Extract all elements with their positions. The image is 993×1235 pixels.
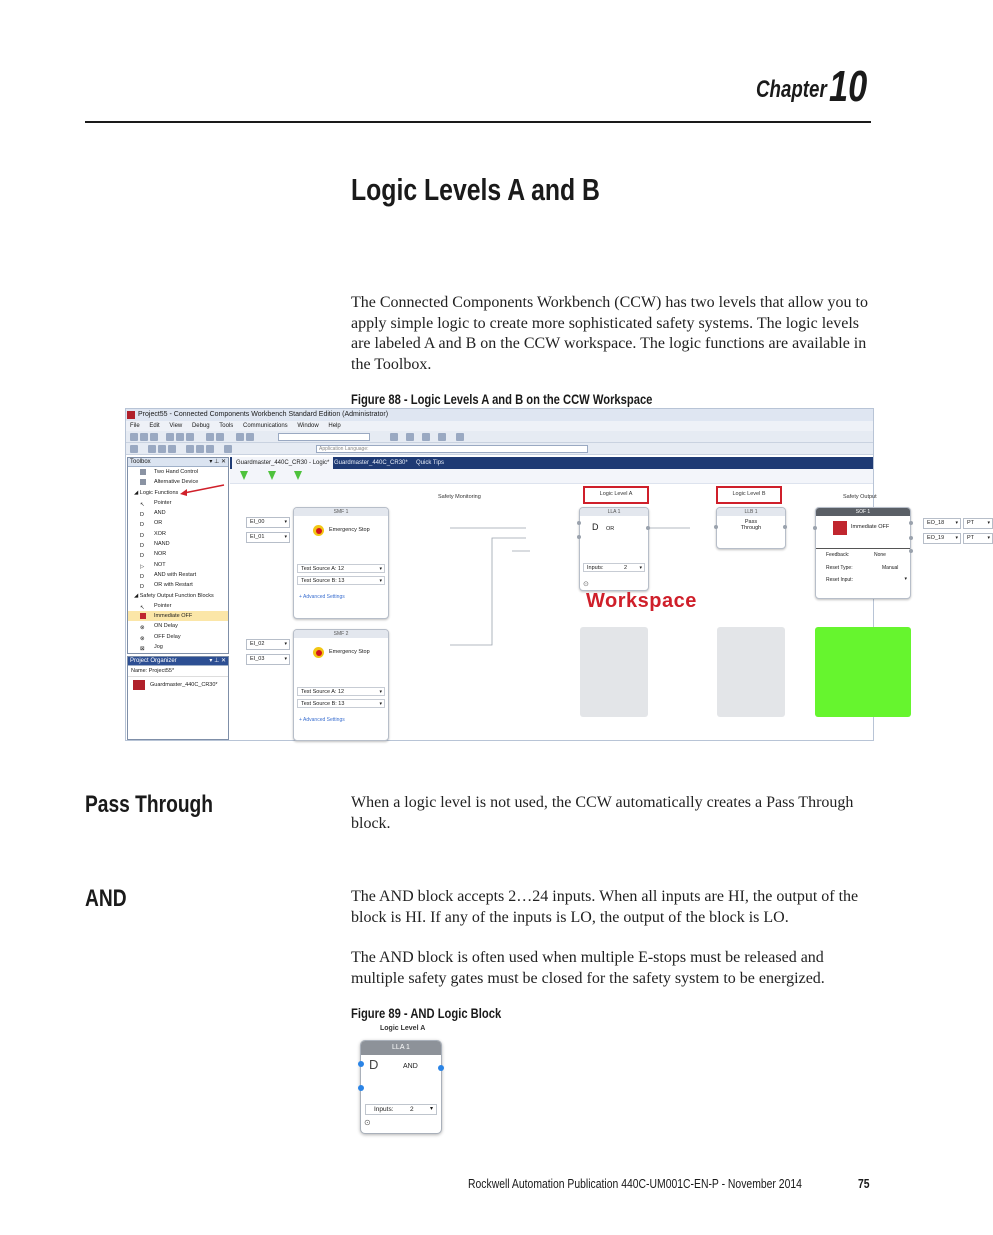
paste-icon[interactable] (186, 433, 194, 441)
dropdown-arrow-icon: ▾ (379, 701, 382, 707)
menu-edit[interactable]: Edit (149, 423, 160, 429)
device-icon (133, 680, 145, 690)
advanced-settings-link[interactable]: + Advanced Settings (299, 594, 345, 600)
test-source-b-field[interactable]: Test Source B: 13 ▾ (297, 699, 385, 708)
menu-tools[interactable]: Tools (219, 423, 234, 429)
pane-controls-icon[interactable]: ▾ ⊥ ✕ (209, 459, 226, 465)
column-safety-output: Safety Output (843, 494, 877, 500)
red-arrow-annotation (178, 483, 228, 497)
open-icon[interactable] (140, 433, 148, 441)
chapter-number: 10 (829, 62, 868, 111)
smf1-device: Emergency Stop (329, 527, 370, 533)
emergency-stop-icon (313, 647, 324, 658)
lla1-function: OR (606, 526, 615, 532)
application-language-select[interactable]: Application Language: (316, 445, 588, 453)
and-paragraph-2: The AND block is often used when multiple E-stops must be released and multiple safety gates must be closed for the safety system to be energized. (351, 949, 825, 987)
dropdown-arrow-icon: ▾ (429, 1106, 433, 1112)
output-connector (438, 1065, 444, 1071)
input-tag[interactable]: EI_01 ▾ (246, 532, 290, 543)
test-source-b-field[interactable]: Test Source B: 13 ▾ (297, 576, 385, 585)
toolbar-main (126, 431, 873, 443)
connection-point[interactable] (783, 525, 787, 529)
figure89-level-label: Logic Level A (380, 1025, 426, 1032)
toolbox-item[interactable]: ↖ Pointer (140, 602, 172, 611)
toolbox-item[interactable]: Alternative Device (128, 477, 228, 487)
save-icon[interactable] (150, 433, 158, 441)
workspace-canvas[interactable] (230, 485, 990, 740)
organizer-device[interactable]: Guardmaster_440C_CR30* (128, 677, 228, 693)
alt-device-icon (140, 479, 146, 485)
menu-debug[interactable]: Debug (191, 423, 210, 429)
immediate-off-icon (140, 613, 146, 619)
and-restart-icon: D (140, 573, 144, 580)
llb1-header: LLB 1 (717, 508, 785, 516)
down-arrow-icon (240, 471, 248, 480)
input-tag[interactable]: EI_02 ▾ (246, 639, 290, 650)
pt-select[interactable]: PT ▾ (963, 533, 993, 544)
figure88-caption: Figure 88 - Logic Levels A and B on the CCW Workspace (351, 391, 653, 407)
down-arrow-icon (294, 471, 302, 480)
advanced-settings-link[interactable]: + Advanced Settings (299, 717, 345, 723)
immediate-off-icon (833, 521, 847, 535)
tab-logic[interactable]: Guardmaster_440C_CR30 - Logic* (232, 457, 333, 469)
dropdown-arrow-icon[interactable]: ▾ (904, 576, 907, 582)
reset-type-value[interactable]: Manual (882, 565, 899, 571)
footer-publication: Rockwell Automation Publication 440C-UM001C-EN-P - November 2014 (468, 1176, 802, 1191)
organizer-header (128, 657, 228, 666)
and-gate-icon: D (369, 1057, 379, 1072)
connection-point[interactable] (813, 526, 817, 530)
dropdown-arrow-icon: ▾ (955, 535, 958, 541)
dropdown-arrow-icon: ▾ (987, 520, 990, 526)
page-number: 75 (858, 1176, 870, 1191)
connection-point[interactable] (909, 521, 913, 525)
tab-quick-tips[interactable]: Quick Tips (416, 460, 445, 466)
dropdown-arrow-icon: ▾ (284, 641, 287, 647)
reset-input-label: Reset Input: (826, 577, 853, 583)
and-gate-icon: D (140, 512, 144, 519)
toolbox-item[interactable]: ⊠ Jog (140, 644, 163, 653)
intro-paragraph: The Connected Components Workbench (CCW) has two levels that allow you to apply simple logic to create more sophisticated safety systems. The logic levels are labeled A and B on the CCW workspace. The logic functions are available in the Toolbox. (351, 294, 868, 373)
dropdown-arrow-icon: ▾ (639, 565, 642, 571)
dropdown-arrow-icon: ▾ (379, 566, 382, 572)
toolbox-item[interactable]: Two Hand Control (128, 467, 228, 477)
reset-type-label: Reset Type: (826, 565, 853, 571)
off-delay-icon: ⊗ (140, 635, 145, 642)
tab-device[interactable]: Guardmaster_440C_CR30* (334, 460, 408, 466)
toolbox-header (128, 458, 228, 467)
copy-icon[interactable] (176, 433, 184, 441)
workspace-label: Workspace (586, 590, 697, 612)
organizer-name: Name: Project55* (128, 666, 228, 677)
sof1-block[interactable] (815, 507, 911, 599)
smf2-device: Emergency Stop (329, 649, 370, 655)
output-tag[interactable]: EO_18 ▾ (923, 518, 961, 529)
connection-point[interactable] (577, 521, 581, 525)
empty-slot-logic-a[interactable] (580, 627, 648, 717)
test-source-a-field[interactable]: Test Source A: 12 ▾ (297, 564, 385, 573)
two-hand-icon (140, 469, 146, 475)
input-tag[interactable]: EI_00 ▾ (246, 517, 290, 528)
toolbox-item[interactable]: D NOR (140, 551, 167, 560)
redo-icon[interactable] (216, 433, 224, 441)
cut-icon[interactable] (166, 433, 174, 441)
smf1-block[interactable] (293, 507, 389, 619)
toolbar-secondary (126, 443, 873, 455)
toolbox-item[interactable]: D OR (140, 520, 163, 529)
grid-icon[interactable] (130, 445, 138, 453)
sof1-divider (816, 548, 910, 549)
connection-point[interactable] (577, 535, 581, 539)
toolbox-item[interactable]: D NAND (140, 541, 170, 550)
toolbox-title: Toolbox (130, 459, 151, 465)
collapse-icon[interactable]: ⊙ (583, 581, 589, 588)
llb1-block[interactable] (716, 507, 786, 549)
input-tag[interactable]: EI_03 ▾ (246, 654, 290, 665)
pointer-icon: ↖ (140, 604, 145, 611)
toolbox-item[interactable]: ⊗ OFF Delay (140, 633, 181, 642)
smf2-block[interactable] (293, 629, 389, 741)
menu-window[interactable]: Window (297, 423, 319, 429)
menu-bar (126, 421, 873, 431)
dropdown-arrow-icon: ▾ (284, 534, 287, 540)
jog-icon: ⊠ (140, 646, 145, 653)
document-tabs (230, 457, 873, 469)
sof1-header: SOF 1 (816, 508, 910, 516)
help-icon[interactable] (456, 433, 464, 441)
down-arrow-icon (268, 471, 276, 480)
distribute-icon[interactable] (224, 445, 232, 453)
align-left-icon[interactable] (148, 445, 156, 453)
window-title: Project55 - Connected Components Workbench Standard Edition (Administrator) (138, 411, 389, 418)
output-tag[interactable]: EO_19 ▾ (923, 533, 961, 544)
dropdown-arrow-icon: ▾ (955, 520, 958, 526)
emergency-stop-icon (313, 525, 324, 536)
empty-slot-logic-b[interactable] (717, 627, 785, 717)
toolbox-item[interactable]: Immediate OFF (128, 611, 228, 621)
toolbox-item[interactable]: D OR with Restart (140, 582, 193, 591)
nand-gate-icon: D (140, 543, 144, 550)
smf2-header: SMF 2 (294, 630, 388, 638)
toolbox-item[interactable]: D AND (140, 510, 166, 519)
and-heading: AND (85, 885, 127, 912)
project-organizer-pane (127, 656, 229, 740)
logic-level-b-label: Logic Level B (716, 486, 782, 504)
new-icon[interactable] (130, 433, 138, 441)
dropdown-arrow-icon: ▾ (284, 656, 287, 662)
dropdown-arrow-icon: ▾ (987, 535, 990, 541)
menu-view[interactable]: View (169, 423, 183, 429)
and-logic-block (360, 1040, 442, 1134)
figure89-caption: Figure 89 - AND Logic Block (351, 1005, 502, 1021)
collapse-icon: ⊙ (364, 1118, 371, 1127)
toolbox-category-logic[interactable]: ◢ Logic Functions (134, 489, 179, 496)
window-titlebar (126, 409, 873, 421)
undo-icon[interactable] (206, 433, 214, 441)
download-icon[interactable] (246, 433, 254, 441)
header-rule (85, 121, 871, 123)
pointer-icon: ↖ (140, 501, 145, 508)
page-title: Logic Levels A and B (351, 172, 600, 207)
connection-point[interactable] (909, 536, 913, 540)
toolbox-item[interactable]: ⊗ ON Delay (140, 623, 178, 632)
and-block-header: LLA 1 (361, 1041, 441, 1055)
stop-icon[interactable] (406, 433, 414, 441)
and-inputs-field: Inputs: 2 ▾ (365, 1104, 437, 1115)
feedback-label: Feedback: (826, 552, 850, 558)
and-paragraph-1: The AND block accepts 2…24 inputs. When all inputs are HI, the output of the block is HI. If any of the inputs is LO, the output of the block is LO. (351, 888, 859, 926)
align-right-icon[interactable] (168, 445, 176, 453)
align-middle-icon[interactable] (196, 445, 204, 453)
toolbox-item[interactable]: ▷ NOT (140, 561, 166, 570)
xor-gate-icon: D (140, 532, 144, 539)
connection-point[interactable] (909, 549, 913, 553)
run-icon[interactable] (390, 433, 398, 441)
organizer-title: Project Organizer (130, 658, 177, 664)
dropdown-arrow-icon: ▾ (379, 689, 382, 695)
smf1-header: SMF 1 (294, 508, 388, 516)
app-logo-icon (127, 411, 135, 419)
llb1-function: Pass Through (740, 519, 762, 531)
align-center-icon[interactable] (158, 445, 166, 453)
and-block-function: AND (403, 1063, 418, 1070)
or-restart-icon: D (140, 584, 144, 591)
pass-through-text: When a logic level is not used, the CCW automatically creates a Pass Through block. (351, 794, 854, 832)
menu-communications[interactable]: Communications (242, 423, 288, 429)
connection-point[interactable] (714, 525, 718, 529)
config-select[interactable] (278, 433, 370, 441)
input-connector (358, 1085, 364, 1091)
or-gate-icon: D (592, 522, 599, 532)
pane-controls-icon[interactable]: ▾ ⊥ ✕ (209, 658, 226, 664)
lla1-block[interactable] (579, 507, 649, 591)
align-bottom-icon[interactable] (206, 445, 214, 453)
build-icon[interactable] (236, 433, 244, 441)
menu-file[interactable]: File (130, 423, 140, 429)
toolbox-item[interactable]: D XOR (140, 530, 166, 539)
toolbox-item[interactable]: ↖ Pointer (140, 499, 172, 508)
pt-select[interactable]: PT ▾ (963, 518, 993, 529)
inputs-field[interactable]: Inputs: 2 ▾ (583, 563, 645, 572)
toolbox-item[interactable]: D AND with Restart (140, 571, 197, 580)
dropdown-arrow-icon: ▾ (284, 519, 287, 525)
dropdown-arrow-icon: ▾ (379, 578, 382, 584)
logic-level-a-label: Logic Level A (583, 486, 649, 504)
menu-help[interactable]: Help (328, 423, 341, 429)
nor-gate-icon: D (140, 553, 144, 560)
input-connector (358, 1061, 364, 1067)
step-icon[interactable] (422, 433, 430, 441)
empty-slot-safety-output[interactable] (815, 627, 911, 717)
chapter-label: Chapter (756, 76, 827, 103)
lla1-header: LLA 1 (580, 508, 648, 516)
connection-point[interactable] (646, 526, 650, 530)
feedback-value[interactable]: None (874, 552, 886, 558)
on-delay-icon: ⊗ (140, 625, 145, 632)
ccw-workspace-screenshot (125, 408, 990, 741)
settings-icon[interactable] (438, 433, 446, 441)
column-safety-monitoring: Safety Monitoring (438, 494, 481, 500)
test-source-a-field[interactable]: Test Source A: 12 ▾ (297, 687, 385, 696)
not-gate-icon: ▷ (140, 563, 145, 570)
align-top-icon[interactable] (186, 445, 194, 453)
or-gate-icon: D (140, 522, 144, 529)
toolbox-category-safety[interactable]: ◢ Safety Output Function Blocks (134, 592, 214, 599)
sof1-function: Immediate OFF (851, 524, 890, 530)
arrow-bar (230, 469, 873, 484)
pass-through-heading: Pass Through (85, 791, 214, 818)
